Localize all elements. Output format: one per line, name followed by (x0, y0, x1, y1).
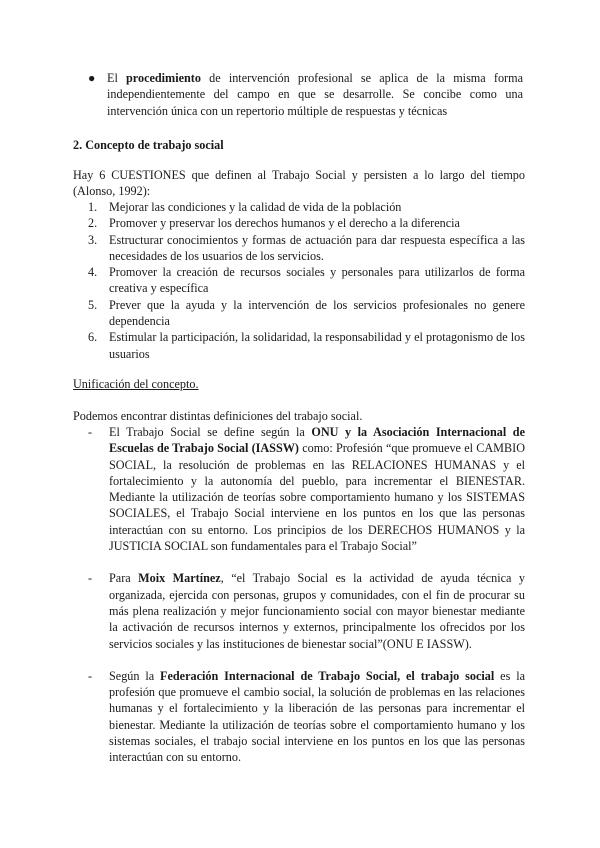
question-number: 4. (88, 265, 98, 280)
question-text: Estructurar conocimientos y formas de actuación para dar respuesta específica a las necesidades de los usuarios de los servicios. (109, 232, 525, 263)
dash-marker: - (88, 571, 93, 586)
text-segment: como: Profesión “que promueve el CAMBIO SOCIAL, la resolución de problemas en las RELACIONES HUMANAS y el fortalecimiento y la autonomía del pueblo, para incrementar el BIENESTAR. Mediante la utilización de teorías sobre comportamiento humano y los SISTEMAS SOCIALES, el Trabajo Social interviene en los puntos en los que las personas interactúan con su entorno. Los principios de los DERECHOS HUMANOS y la JUSTICIA SOCIAL son fundamentales para el Trabajo Social” (109, 441, 526, 554)
question-number: 1. (88, 200, 98, 214)
question-text: Estimular la participación, la solidaridad, la responsabilidad y el protagonismo de los usuarios (109, 330, 525, 361)
section-heading: 2. Concepto de trabajo social (73, 138, 224, 152)
dash-marker: - (88, 668, 93, 683)
subsection-title: Unificación del concepto. (73, 377, 199, 391)
subsection-lead: Podemos encontrar distintas definiciones del trabajo social. (73, 409, 363, 423)
definitions-list (88, 424, 525, 766)
question-text: Prever que la ayuda y la intervención de los servicios profesionales no genere dependencia (109, 297, 525, 329)
text-segment: Según la (109, 668, 161, 683)
question-text: Promover y preservar los derechos humanos y el derecho a la diferencia (109, 216, 460, 231)
procedure-text (107, 70, 523, 119)
section-intro: Hay 6 CUESTIONES que definen al Trabajo Social y persisten a lo largo del tiempo (Alonso, 1992): (73, 168, 525, 199)
text-segment: , “el Trabajo Social es la actividad de ayuda técnica y organizada, ejercida con personas, grupos y comunidades, con el fin de procurar su más plena realización y mejor funcionamiento social con mayor bienestar mediante la activación de recursos internos y externos, principalmente los ofrecidos por los servicios sociales y las instituciones de bienestar social”(ONU E IASSW). (109, 571, 525, 651)
question-item (88, 199, 525, 215)
bullet-marker: ● (88, 71, 96, 85)
question-item (88, 329, 525, 362)
question-item (88, 297, 525, 330)
question-number: 6. (88, 330, 98, 345)
text-segment: de intervención profesional se aplica de la misma forma independientemente del campo en que se desarrolle. Se concibe como una intervención única con un repertorio múltiple de respuestas y técnicas (107, 71, 523, 118)
bold-term: Moix Martínez (138, 571, 221, 586)
text-segment: El Trabajo Social se define según la (109, 425, 312, 439)
bold-term: ONU y la Asociación Internacional de Escuelas de Trabajo Social (IASSW) (109, 425, 525, 456)
dash-marker: - (88, 425, 93, 439)
bold-term: procedimiento (126, 71, 201, 85)
bold-term: Federación Internacional de Trabajo Social, el trabajo social (160, 668, 495, 683)
questions-list (88, 199, 525, 362)
question-item (88, 264, 525, 297)
definition-moix (88, 570, 525, 651)
text-segment: Para (109, 571, 139, 586)
question-text: Mejorar las condiciones y la calidad de vida de la población (109, 200, 402, 214)
definition-fits (88, 668, 525, 766)
question-number: 3. (88, 232, 98, 247)
question-number: 5. (88, 297, 98, 312)
text-segment: El (107, 71, 127, 85)
definition-onu (88, 424, 525, 554)
procedure-bullet (88, 70, 523, 119)
text-segment: es la profesión que promueve el cambio social, la solución de problemas en las relaciones humanas y el fortalecimiento y la liberación de las personas para incrementar el bienestar. Mediante la utilización de teorías sobre el comportamiento humano y los sistemas sociales, el trabajo social interviene en los puntos en los que las personas interactúan con su entorno. (109, 668, 525, 765)
question-text: Promover la creación de recursos sociales y personales para utilizarlos de forma creativa y específica (109, 265, 525, 296)
question-number: 2. (88, 216, 98, 231)
question-item (88, 215, 525, 231)
question-item (88, 232, 525, 265)
